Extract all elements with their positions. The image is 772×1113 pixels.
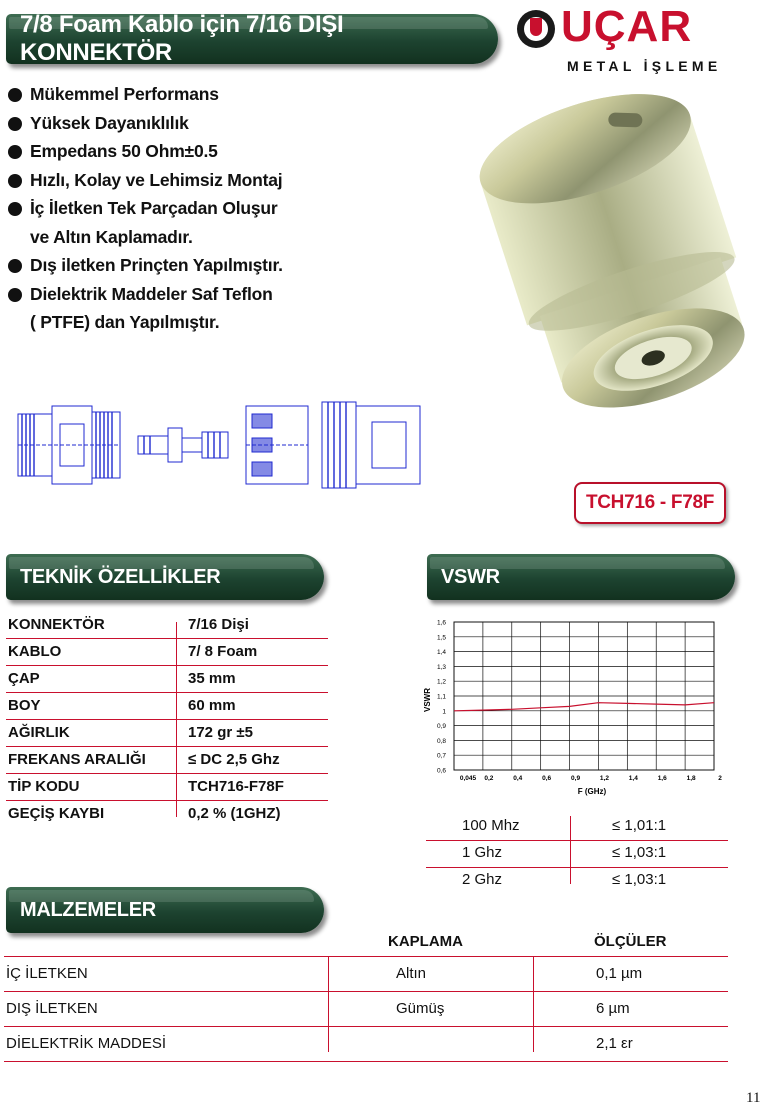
chart-x-tick-label: 1,2 bbox=[599, 775, 609, 782]
table-row bbox=[6, 666, 328, 693]
table-row bbox=[4, 956, 728, 992]
material-coating: Altın bbox=[396, 965, 427, 982]
vswr-value: ≤ 1,03:1 bbox=[612, 871, 667, 888]
material-dimension: 2,1 εr bbox=[596, 1035, 633, 1052]
spec-label: KONNEKTÖR bbox=[8, 616, 105, 633]
chart-y-tick-label: 0,9 bbox=[436, 723, 446, 731]
spec-value: 60 mm bbox=[188, 697, 236, 714]
feature-item: Empedans 50 Ohm±0.5 bbox=[8, 137, 368, 166]
chart-y-tick-label: 1,3 bbox=[436, 663, 446, 671]
feature-list bbox=[8, 80, 368, 337]
spec-section-title: TEKNİK ÖZELLİKLER bbox=[20, 565, 221, 588]
vswr-section-title: VSWR bbox=[441, 565, 500, 588]
feature-item: Mükemmel Performans bbox=[8, 80, 368, 109]
spec-table bbox=[6, 612, 328, 827]
table-row bbox=[6, 801, 328, 827]
technical-drawings bbox=[10, 392, 430, 492]
chart-x-tick-label: 1,4 bbox=[628, 775, 638, 782]
vswr-table bbox=[426, 814, 728, 894]
bullet-icon bbox=[8, 117, 22, 131]
material-name: DIŞ İLETKEN bbox=[6, 1000, 98, 1017]
model-code-badge: TCH716 - F78F bbox=[574, 482, 726, 524]
spec-label: BOY bbox=[8, 697, 41, 714]
vswr-section-banner bbox=[427, 554, 735, 600]
chart-y-tick-label: 1 bbox=[442, 708, 446, 716]
spec-label: ÇAP bbox=[8, 670, 40, 687]
chart-y-tick-label: 0,6 bbox=[436, 767, 446, 775]
feature-item: Hızlı, Kolay ve Lehimsiz Montaj bbox=[8, 166, 368, 195]
spec-value: 35 mm bbox=[188, 670, 236, 687]
vswr-chart bbox=[414, 614, 736, 802]
vswr-frequency: 100 Mhz bbox=[462, 817, 520, 834]
chart-series-line bbox=[454, 703, 714, 711]
spec-label: AĞIRLIK bbox=[8, 724, 70, 741]
spec-value: ≤ DC 2,5 Ghz bbox=[188, 751, 280, 768]
spec-label: TİP KODU bbox=[8, 778, 80, 795]
bullet-icon bbox=[8, 88, 22, 102]
bullet-icon bbox=[8, 288, 22, 302]
chart-y-tick-label: 1,4 bbox=[436, 649, 446, 657]
table-row bbox=[426, 868, 728, 894]
vswr-frequency: 1 Ghz bbox=[462, 844, 503, 861]
spec-value: TCH716-F78F bbox=[188, 778, 284, 795]
spec-section-banner bbox=[6, 554, 324, 600]
spec-label: GEÇİŞ KAYBI bbox=[8, 805, 105, 822]
chart-y-tick-label: 0,7 bbox=[436, 752, 446, 760]
vswr-frequency: 2 Ghz bbox=[462, 871, 503, 888]
bullet-icon bbox=[8, 259, 22, 273]
spec-label: FREKANS ARALIĞI bbox=[8, 751, 146, 768]
spec-value: 0,2 % (1GHZ) bbox=[188, 805, 281, 822]
vswr-value: ≤ 1,03:1 bbox=[612, 844, 667, 861]
bullet-icon bbox=[8, 202, 22, 216]
vswr-value: ≤ 1,01:1 bbox=[612, 817, 667, 834]
dimensions-header: ÖLÇÜLER bbox=[594, 933, 667, 950]
feature-item: İç İletken Tek Parçadan Oluşur bbox=[8, 194, 368, 223]
coating-header: KAPLAMA bbox=[388, 933, 463, 950]
spec-value: 7/16 Dişi bbox=[188, 616, 249, 633]
ucar-logo bbox=[513, 2, 735, 78]
chart-y-tick-label: 1,1 bbox=[436, 693, 446, 701]
spec-label: KABLO bbox=[8, 643, 62, 660]
chart-y-ticks bbox=[437, 620, 446, 775]
table-row bbox=[6, 639, 328, 666]
material-dimension: 0,1 µm bbox=[596, 965, 643, 982]
chart-grid bbox=[454, 622, 714, 770]
chart-y-label: VSWR bbox=[423, 688, 432, 712]
materials-divider bbox=[328, 956, 329, 1052]
table-row bbox=[4, 992, 728, 1027]
chart-x-tick-label: 0,2 bbox=[484, 775, 494, 782]
spec-divider bbox=[176, 622, 177, 817]
chart-x-tick-label: 1,6 bbox=[657, 775, 667, 782]
vswr-divider bbox=[570, 816, 571, 884]
table-row bbox=[6, 693, 328, 720]
bullet-icon bbox=[8, 174, 22, 188]
bullet-icon bbox=[8, 145, 22, 159]
logo-subtitle: METAL İŞLEME bbox=[567, 58, 722, 74]
table-row bbox=[6, 774, 328, 801]
spec-value: 172 gr ±5 bbox=[188, 724, 253, 741]
chart-x-tick-label: 0,4 bbox=[513, 775, 523, 782]
table-row bbox=[426, 841, 728, 868]
material-dimension: 6 µm bbox=[596, 1000, 630, 1017]
chart-x-tick-label: 0,9 bbox=[571, 775, 581, 782]
spec-value: 7/ 8 Foam bbox=[188, 643, 258, 660]
feature-item: Dielektrik Maddeler Saf Teflon bbox=[8, 280, 368, 309]
materials-section-title: MALZEMELER bbox=[20, 898, 156, 921]
feature-item-continuation: ( PTFE) dan Yapılmıştır. bbox=[30, 312, 220, 332]
table-row bbox=[6, 720, 328, 747]
feature-item: Yüksek Dayanıklılık bbox=[8, 109, 368, 138]
page-number: 11 bbox=[746, 1090, 761, 1106]
page-title: 7/8 Foam Kablo için 7/16 DİŞİ KONNEKTÖR bbox=[20, 11, 344, 66]
feature-item-continuation: ve Altın Kaplamadır. bbox=[30, 226, 193, 247]
chart-x-tick-label: 0,6 bbox=[542, 775, 552, 782]
connector-photo bbox=[455, 78, 755, 438]
materials-table bbox=[4, 956, 728, 1062]
chart-x-label: F (GHz) bbox=[577, 787, 607, 796]
chart-y-tick-label: 1,6 bbox=[436, 619, 446, 627]
logo-brand: UÇAR bbox=[561, 2, 693, 51]
chart-y-tick-label: 0,8 bbox=[436, 737, 446, 745]
material-name: İÇ İLETKEN bbox=[6, 965, 88, 982]
material-coating: Gümüş bbox=[396, 1000, 445, 1017]
chart-y-tick-label: 1,2 bbox=[436, 678, 446, 686]
table-row bbox=[426, 814, 728, 841]
materials-section-banner bbox=[6, 887, 324, 933]
table-row bbox=[4, 1027, 728, 1062]
chart-y-tick-label: 1,5 bbox=[436, 634, 446, 642]
chart-x-tick-label: 0,045 bbox=[459, 775, 477, 782]
materials-divider bbox=[533, 956, 534, 1052]
chart-x-tick-label: 2 bbox=[718, 775, 722, 782]
feature-item: Dış iletken Prinçten Yapılmıştır. bbox=[8, 251, 368, 280]
material-name: DİELEKTRİK MADDESİ bbox=[6, 1035, 167, 1052]
table-row bbox=[6, 747, 328, 774]
title-banner bbox=[6, 11, 498, 66]
chart-x-ticks bbox=[460, 775, 722, 782]
logo-mark-icon bbox=[517, 10, 555, 48]
chart-x-tick-label: 1,8 bbox=[686, 775, 696, 782]
table-row bbox=[6, 612, 328, 639]
